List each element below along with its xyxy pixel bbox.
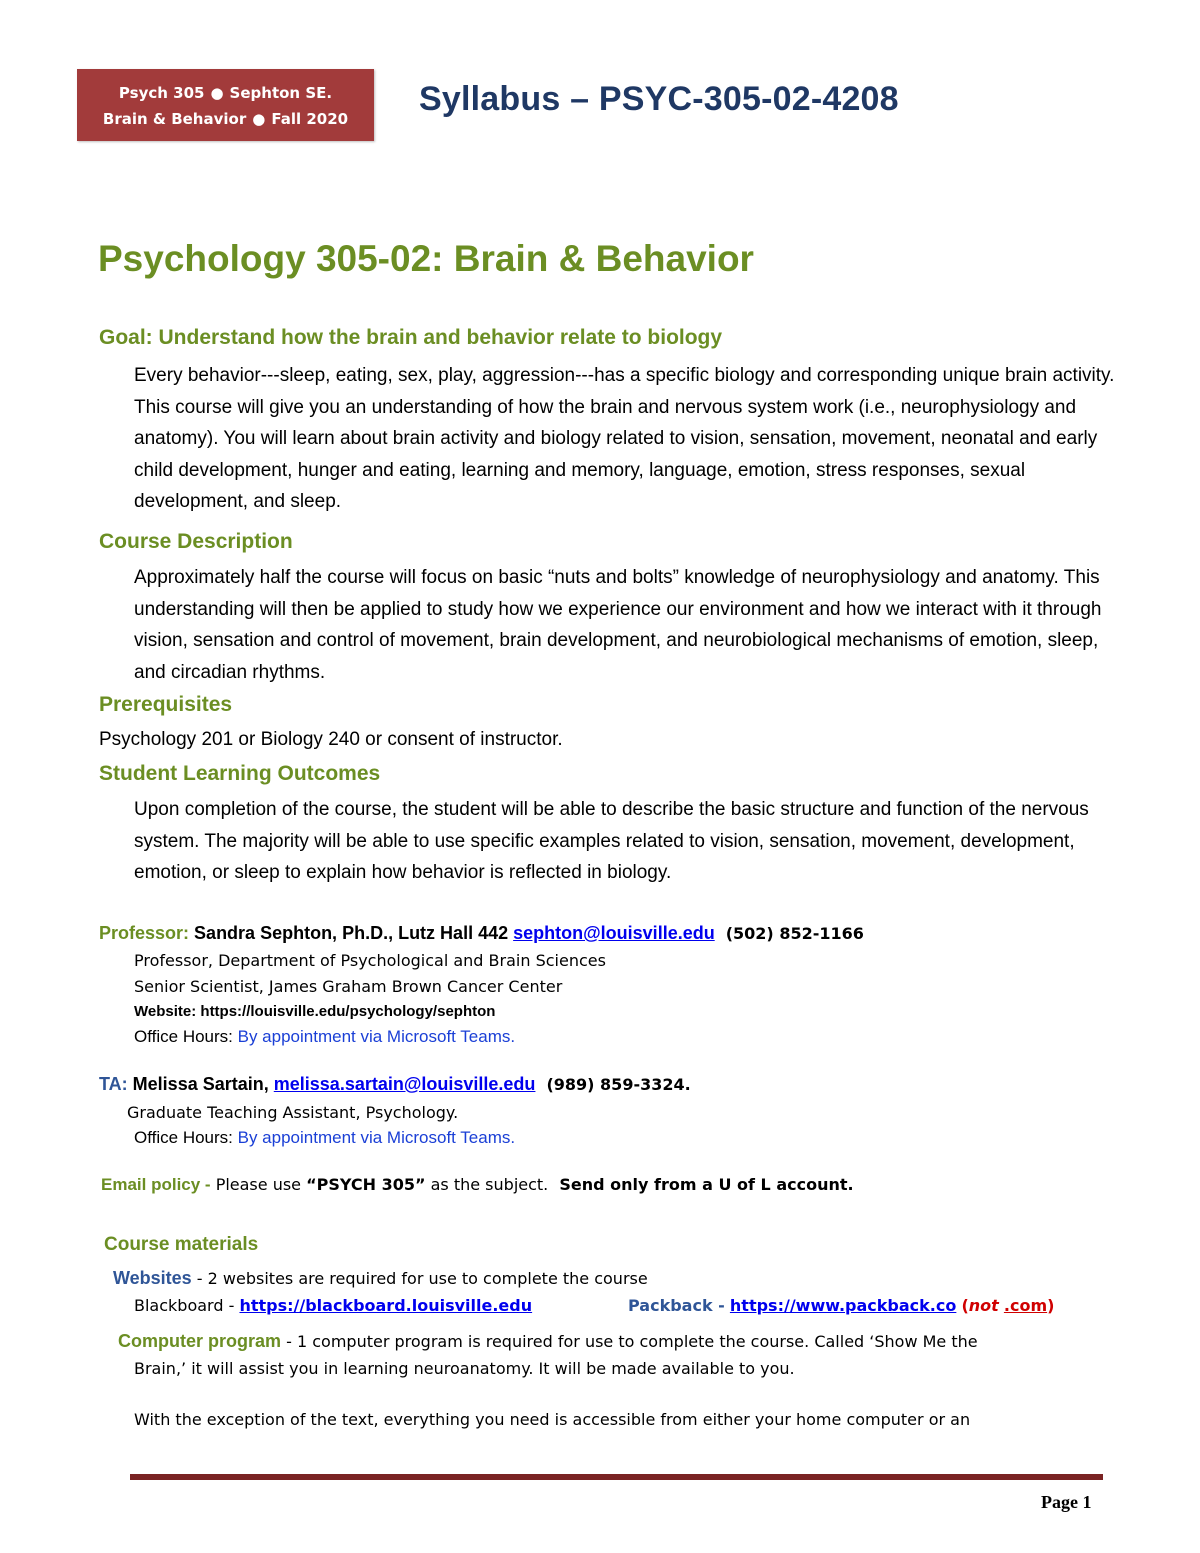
ta-title: Graduate Teaching Assistant, Psychology.: [127, 1103, 459, 1122]
computer-program-line: Computer program - 1 computer program is required for use to complete the course. Called ‘Show Me the: [118, 1331, 978, 1351]
computer-program-line-2: Brain,’ it will assist you in learning neuroanatomy. It will be made available to you.: [134, 1359, 795, 1378]
course-description-heading: Course Description: [99, 530, 293, 553]
computer-program-label: Computer program: [118, 1331, 282, 1351]
ta-email-link[interactable]: melissa.sartain@louisville.edu: [273, 1074, 536, 1094]
bullet-icon: ●: [210, 84, 224, 102]
ta-office-hours: Office Hours: By appointment via Microsoft Teams.: [134, 1128, 516, 1147]
blackboard-link[interactable]: https://blackboard.louisville.edu: [239, 1296, 533, 1315]
professor-name: Sandra Sephton, Ph.D., Lutz Hall 442: [194, 923, 509, 943]
professor-website[interactable]: Website: https://louisville.edu/psychology/sephton: [134, 1003, 496, 1020]
websites-line: Websites - 2 websites are required for use to complete the course: [113, 1268, 648, 1288]
packback-link[interactable]: https://www.packback.co: [729, 1296, 957, 1315]
badge-line-2: Brain & Behavior ● Fall 2020: [77, 106, 374, 132]
outcomes-heading: Student Learning Outcomes: [99, 762, 381, 785]
syllabus-title: Syllabus – PSYC-305-02-4208: [419, 80, 899, 118]
websites-label: Websites: [113, 1268, 192, 1288]
professor-title-2: Senior Scientist, James Graham Brown Cancer Center: [134, 977, 563, 996]
email-policy-label: Email policy -: [101, 1175, 211, 1194]
prerequisites-heading: Prerequisites: [99, 693, 233, 716]
professor-title-1: Professor, Department of Psychological and Brain Sciences: [134, 951, 606, 970]
ta-name: Melissa Sartain,: [132, 1074, 269, 1094]
ta-phone: (989) 859-3324.: [546, 1075, 691, 1094]
professor-phone: (502) 852-1166: [725, 924, 864, 943]
professor-email-link[interactable]: sephton@louisville.edu: [513, 923, 715, 943]
ta-label: TA:: [99, 1074, 128, 1094]
professor-label: Professor:: [99, 923, 190, 943]
page-number: Page 1: [1041, 1492, 1092, 1512]
closing-text: With the exception of the text, everything you need is accessible from either your home computer or an: [134, 1410, 971, 1429]
course-badge: [77, 69, 374, 141]
goal-heading: Goal: Understand how the brain and behavior relate to biology: [99, 326, 723, 349]
course-materials-heading: Course materials: [104, 1234, 259, 1255]
blackboard-line: Blackboard - https://blackboard.louisville.edu: [134, 1296, 533, 1315]
goal-body: Every behavior---sleep, eating, sex, play, aggression---has a specific biology and corresponding unique brain activity. This course will give you an understanding of how the brain and nervous system work (i.e., neurophysiology and anatomy). You will learn about brain activity and biology related to vision, sensation, movement, neonatal and early child development, hunger and eating, learning and memory, language, emotion, stress responses, sexual development, and sleep.: [134, 365, 1115, 512]
outcomes-body: Upon completion of the course, the student will be able to describe the basic structure and function of the nervous system. The majority will be able to use specific examples related to vision, sensation, movement, development, emotion, or sleep to explain how behavior is reflected in biology.: [134, 799, 1089, 883]
badge-line-1: Psych 305 ● Sephton SE.: [77, 80, 374, 106]
page-title: Psychology 305-02: Brain & Behavior: [98, 238, 754, 279]
ta-line: [99, 1074, 691, 1095]
bullet-icon: ●: [252, 110, 266, 128]
packback-line: Packback - https://www.packback.co (not .com): [628, 1296, 1055, 1315]
prerequisites-body: Psychology 201 or Biology 240 or consent of instructor.: [99, 729, 563, 750]
footer-rule: [130, 1474, 1103, 1480]
professor-line: [99, 923, 864, 944]
professor-office-hours: Office Hours: By appointment via Microsoft Teams.: [134, 1027, 516, 1046]
email-policy: Email policy - Please use “PSYCH 305” as the subject. Send only from a U of L account.: [101, 1175, 854, 1194]
course-description-body: Approximately half the course will focus on basic “nuts and bolts” knowledge of neurophysiology and anatomy. This understanding will then be applied to study how we experience our environment and how we interact with it through vision, sensation and control of movement, brain development, and neurobiological mechanisms of emotion, sleep, and circadian rhythms.: [134, 567, 1102, 683]
